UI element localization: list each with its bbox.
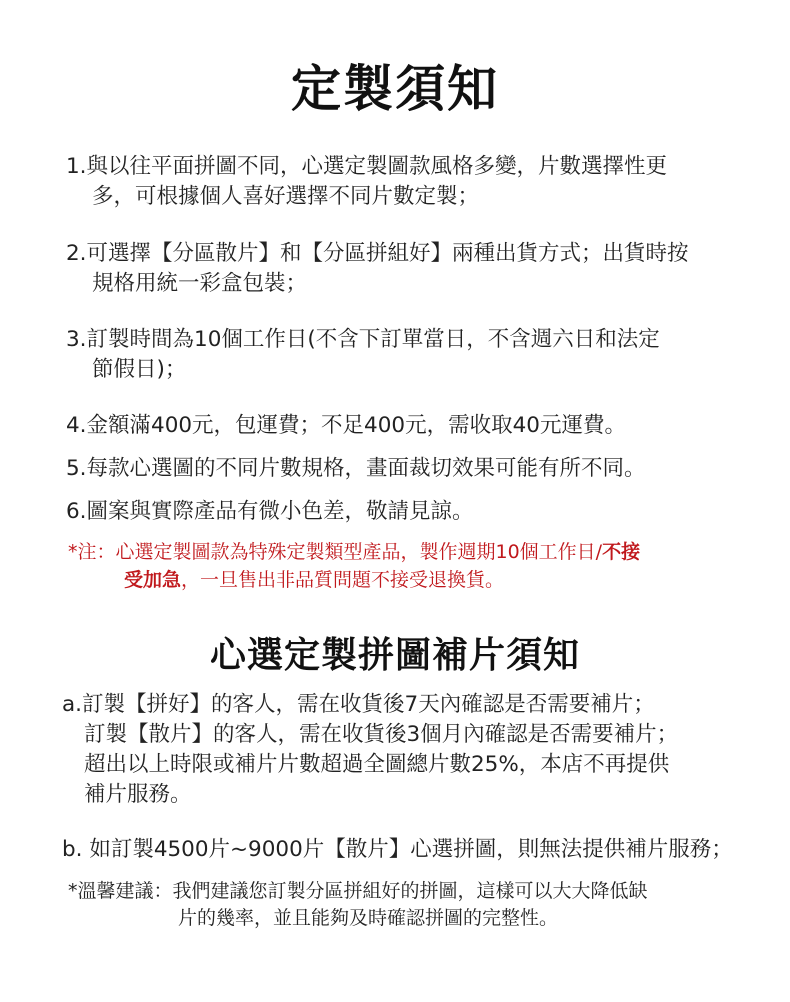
notice-item-1-line1: 1.與以往平面拼圖不同，心選定製圖款風格多變，片數選擇性更 (66, 154, 668, 179)
note-bold-rush: 受加急 (124, 569, 182, 591)
section-title-replacement: 心選定製拼圖補片須知 (209, 635, 580, 676)
notice-item-3-line1: 3.訂製時間為10個工作日(不含下訂單當日，不含週六日和法定 (66, 327, 660, 352)
notice-item-2 (66, 239, 689, 299)
replacement-item-a (62, 690, 678, 810)
replacement-item-a-line4: 補片服務。 (84, 782, 192, 807)
warm-tip-line2: 片的幾率，並且能夠及時確認拼圖的完整性。 (178, 907, 559, 929)
notice-item-6-line1: 6.圖案與實際產品有微小色差，敬請見諒。 (66, 499, 474, 524)
warm-tip-line1: *溫馨建議：我們建議您訂製分區拼組好的拼圖，這樣可以大大降低缺 (68, 880, 648, 902)
notice-item-4-line1: 4.金額滿400元，包運費；不足400元，需收取40元運費。 (66, 413, 626, 438)
note-suffix: ，一旦售出非品質問題不接受退換貨。 (181, 569, 505, 591)
replacement-item-b (62, 835, 733, 865)
custom-order-warning-note (68, 538, 640, 594)
note-bold-no-rush: 不接 (602, 541, 641, 563)
notice-item-2-line1: 2.可選擇【分區散片】和【分區拼組好】兩種出貨方式；出貨時按 (66, 241, 689, 266)
warm-tip (68, 878, 648, 932)
replacement-item-a-line1: a.訂製【拼好】的客人，需在收貨後7天內確認是否需要補片； (62, 692, 655, 717)
replacement-item-a-line2: 訂製【散片】的客人，需在收貨後3個月內確認是否需要補片； (84, 722, 679, 747)
note-prefix: *注：心選定製圖款為特殊定製類型產品，製作週期10個工作日/ (68, 541, 603, 563)
notice-item-2-line2: 規格用統一彩盒包裝； (92, 271, 308, 296)
notice-item-1 (66, 152, 667, 212)
notice-item-5-line1: 5.每款心選圖的不同片數規格，畫面裁切效果可能有所不同。 (66, 456, 646, 481)
notice-item-1-line2: 多，可根據個人喜好選擇不同片數定製； (92, 184, 480, 209)
notice-item-3-line2: 節假日)； (92, 357, 187, 382)
notice-item-6 (66, 497, 474, 527)
page-title: 定製須知 (291, 60, 499, 118)
notice-item-4 (66, 411, 626, 441)
notice-item-3 (66, 325, 660, 385)
replacement-item-a-line3: 超出以上時限或補片片數超過全圖總片數25%，本店不再提供 (84, 752, 670, 777)
notice-item-5 (66, 454, 646, 484)
replacement-item-b-line1: b. 如訂製4500片~9000片【散片】心選拼圖，則無法提供補片服務； (62, 837, 733, 862)
